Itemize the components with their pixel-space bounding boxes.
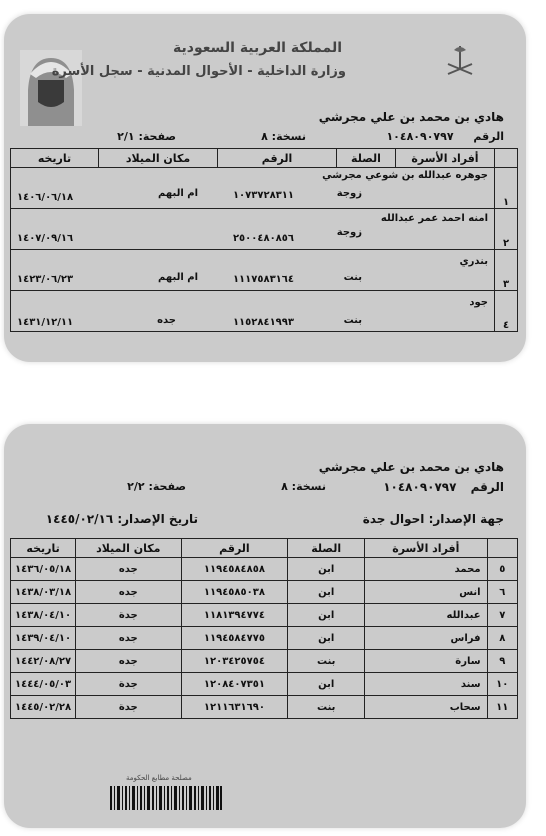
issue-date: ١٤٤٥/٠٢/١٦ <box>45 512 114 526</box>
member-number: ١١٥٢٨٤١٩٩٣ <box>232 317 294 328</box>
number-header: الرقم <box>218 149 337 168</box>
member-date: ١٤٤٢/٠٨/٢٧ <box>11 650 76 673</box>
member-birthplace: جدة <box>76 673 181 696</box>
member-number: ١١٩٤٥٨٥٠٣٨ <box>181 581 288 604</box>
member-birthplace: ام البهم <box>158 272 198 283</box>
member-relation: ابن <box>288 604 365 627</box>
table-row <box>11 558 518 581</box>
table-row <box>11 673 518 696</box>
id-line <box>383 480 504 494</box>
family-card-page-1 <box>4 14 526 362</box>
holder-photo <box>20 50 82 126</box>
member-number: ١١١٧٥٨٣١٦٤ <box>232 274 294 285</box>
member-birthplace: جده <box>157 315 176 326</box>
printer-note: مصلحة مطابع الحكومة <box>126 774 192 782</box>
row-index: ١ <box>495 168 518 209</box>
member-date: ١٤٤٤/٠٥/٠٣ <box>11 673 76 696</box>
row-index: ١٠ <box>487 673 517 696</box>
member-date: ١٤٤٥/٠٢/٢٨ <box>11 696 76 719</box>
member-name: عبدالله <box>365 604 487 627</box>
date-header: تاريخه <box>11 539 76 558</box>
members-header: أفراد الأسرة <box>365 539 487 558</box>
member-relation: ابن <box>288 581 365 604</box>
copy-line <box>281 480 326 493</box>
copy-number: ٨ <box>281 480 288 493</box>
member-name: فراس <box>365 627 487 650</box>
family-members-table-2 <box>10 538 518 719</box>
barcode <box>110 786 222 810</box>
number-header: الرقم <box>181 539 288 558</box>
index-header <box>487 539 517 558</box>
issue-place-line <box>363 512 504 526</box>
id-label: الرقم <box>473 130 504 143</box>
table-row <box>11 209 518 250</box>
date-header: تاريخه <box>11 149 99 168</box>
member-birthplace: ام البهم <box>158 188 198 199</box>
member-relation: بنت <box>288 696 365 719</box>
issue-place-label: جهة الإصدار: <box>428 512 504 526</box>
copy-label: نسخة: <box>271 130 306 143</box>
member-birthplace: جده <box>76 581 181 604</box>
member-birthplace: جدة <box>76 604 181 627</box>
member-relation: ابن <box>288 627 365 650</box>
row-index: ٥ <box>487 558 517 581</box>
row-index: ٨ <box>487 627 517 650</box>
member-name: بندري <box>459 256 488 267</box>
id-number: ١٠٤٨٠٩٠٧٩٧ <box>386 130 454 143</box>
table-header-row <box>11 539 518 558</box>
table-header-row <box>11 149 518 168</box>
table-row <box>11 250 518 291</box>
member-date: ١٤٢٣/٠٦/٢٣ <box>17 274 74 285</box>
relation-header: الصلة <box>288 539 365 558</box>
table-row <box>11 604 518 627</box>
member-number: ١٢٠٨٤٠٧٣٥١ <box>181 673 288 696</box>
member-relation: زوجة <box>336 227 362 238</box>
family-members-table-1 <box>10 148 518 332</box>
row-index: ٣ <box>495 250 518 291</box>
members-header: أفراد الأسرة <box>396 149 495 168</box>
member-date: ١٤٠٧/٠٩/١٦ <box>17 233 74 244</box>
member-name: جود <box>469 297 488 308</box>
member-relation: زوجة <box>336 188 362 199</box>
member-relation: ابن <box>288 673 365 696</box>
kingdom-title: المملكة العربية السعودية <box>173 40 342 56</box>
member-relation: ابن <box>288 558 365 581</box>
member-number: ١٢١١٦٣١٦٩٠ <box>181 696 288 719</box>
member-birthplace: جده <box>76 558 181 581</box>
member-name: محمد <box>365 558 487 581</box>
member-name: جوهره عبدالله بن شوعي مجرشي <box>322 170 488 181</box>
ministry-subtitle: وزارة الداخلية - الأحوال المدنية - سجل الأسرة <box>51 64 346 79</box>
row-index: ١١ <box>487 696 517 719</box>
member-relation: بنت <box>343 272 362 283</box>
page-value: ٢/٢ <box>127 480 145 493</box>
copy-number: ٨ <box>261 130 268 143</box>
member-number: ١١٩٤٥٨٤٨٥٨ <box>181 558 288 581</box>
copy-label: نسخة: <box>291 480 326 493</box>
saudi-emblem-icon <box>440 42 480 82</box>
issue-place: احوال جدة <box>362 512 425 526</box>
table-row <box>11 291 518 332</box>
member-name: سحاب <box>365 696 487 719</box>
member-date: ١٤٣٩/٠٤/١٠ <box>11 627 76 650</box>
relation-header: الصلة <box>337 149 396 168</box>
row-index: ٧ <box>487 604 517 627</box>
holder-name: هادي بن محمد بن علي مجرشي <box>318 110 504 124</box>
table-row <box>11 650 518 673</box>
id-line <box>386 130 504 143</box>
member-relation: بنت <box>288 650 365 673</box>
row-index: ٦ <box>487 581 517 604</box>
member-name: سند <box>365 673 487 696</box>
member-birthplace: جده <box>76 650 181 673</box>
issue-date-label: تاريخ الإصدار: <box>117 512 198 526</box>
index-header <box>495 149 518 168</box>
member-relation: بنت <box>343 315 362 326</box>
page-label: صفحة: <box>148 480 186 493</box>
issue-date-line <box>46 512 198 526</box>
member-date: ١٤٣٦/٠٥/١٨ <box>11 558 76 581</box>
member-name: امنه احمد عمر عبدالله <box>380 213 488 224</box>
row-index: ٤ <box>495 291 518 332</box>
member-date: ١٤٣٨/٠٤/١٠ <box>11 604 76 627</box>
member-name: انس <box>365 581 487 604</box>
family-card-page-2 <box>4 424 526 828</box>
member-number: ١١٩٤٥٨٤٧٧٥ <box>181 627 288 650</box>
birthplace-header: مكان الميلاد <box>99 149 218 168</box>
member-number: ١٠٧٣٧٢٨٣١١ <box>232 190 294 201</box>
member-date: ١٤٣١/١٢/١١ <box>17 317 74 328</box>
page-value: ٢/١ <box>117 130 135 143</box>
member-birthplace: جده <box>76 627 181 650</box>
page-label: صفحة: <box>138 130 176 143</box>
table-row <box>11 581 518 604</box>
member-name: سارة <box>365 650 487 673</box>
member-number: ٢٥٠٠٤٨٠٨٥٦ <box>232 233 294 244</box>
table-row <box>11 168 518 209</box>
id-number: ١٠٤٨٠٩٠٧٩٧ <box>383 480 457 494</box>
birthplace-header: مكان الميلاد <box>76 539 181 558</box>
copy-line <box>261 130 306 143</box>
page-line <box>117 130 176 143</box>
table-row <box>11 696 518 719</box>
id-label: الرقم <box>470 480 504 494</box>
row-index: ٩ <box>487 650 517 673</box>
row-index: ٢ <box>495 209 518 250</box>
table-row <box>11 627 518 650</box>
member-number: ١٢٠٣٤٢٥٧٥٤ <box>181 650 288 673</box>
holder-name: هادي بن محمد بن علي مجرشي <box>318 460 504 474</box>
page-line <box>127 480 186 493</box>
member-birthplace: جدة <box>76 696 181 719</box>
member-date: ١٤٠٦/٠٦/١٨ <box>17 192 74 203</box>
member-date: ١٤٣٨/٠٣/١٨ <box>11 581 76 604</box>
member-number: ١١٨١٣٩٤٧٧٤ <box>181 604 288 627</box>
